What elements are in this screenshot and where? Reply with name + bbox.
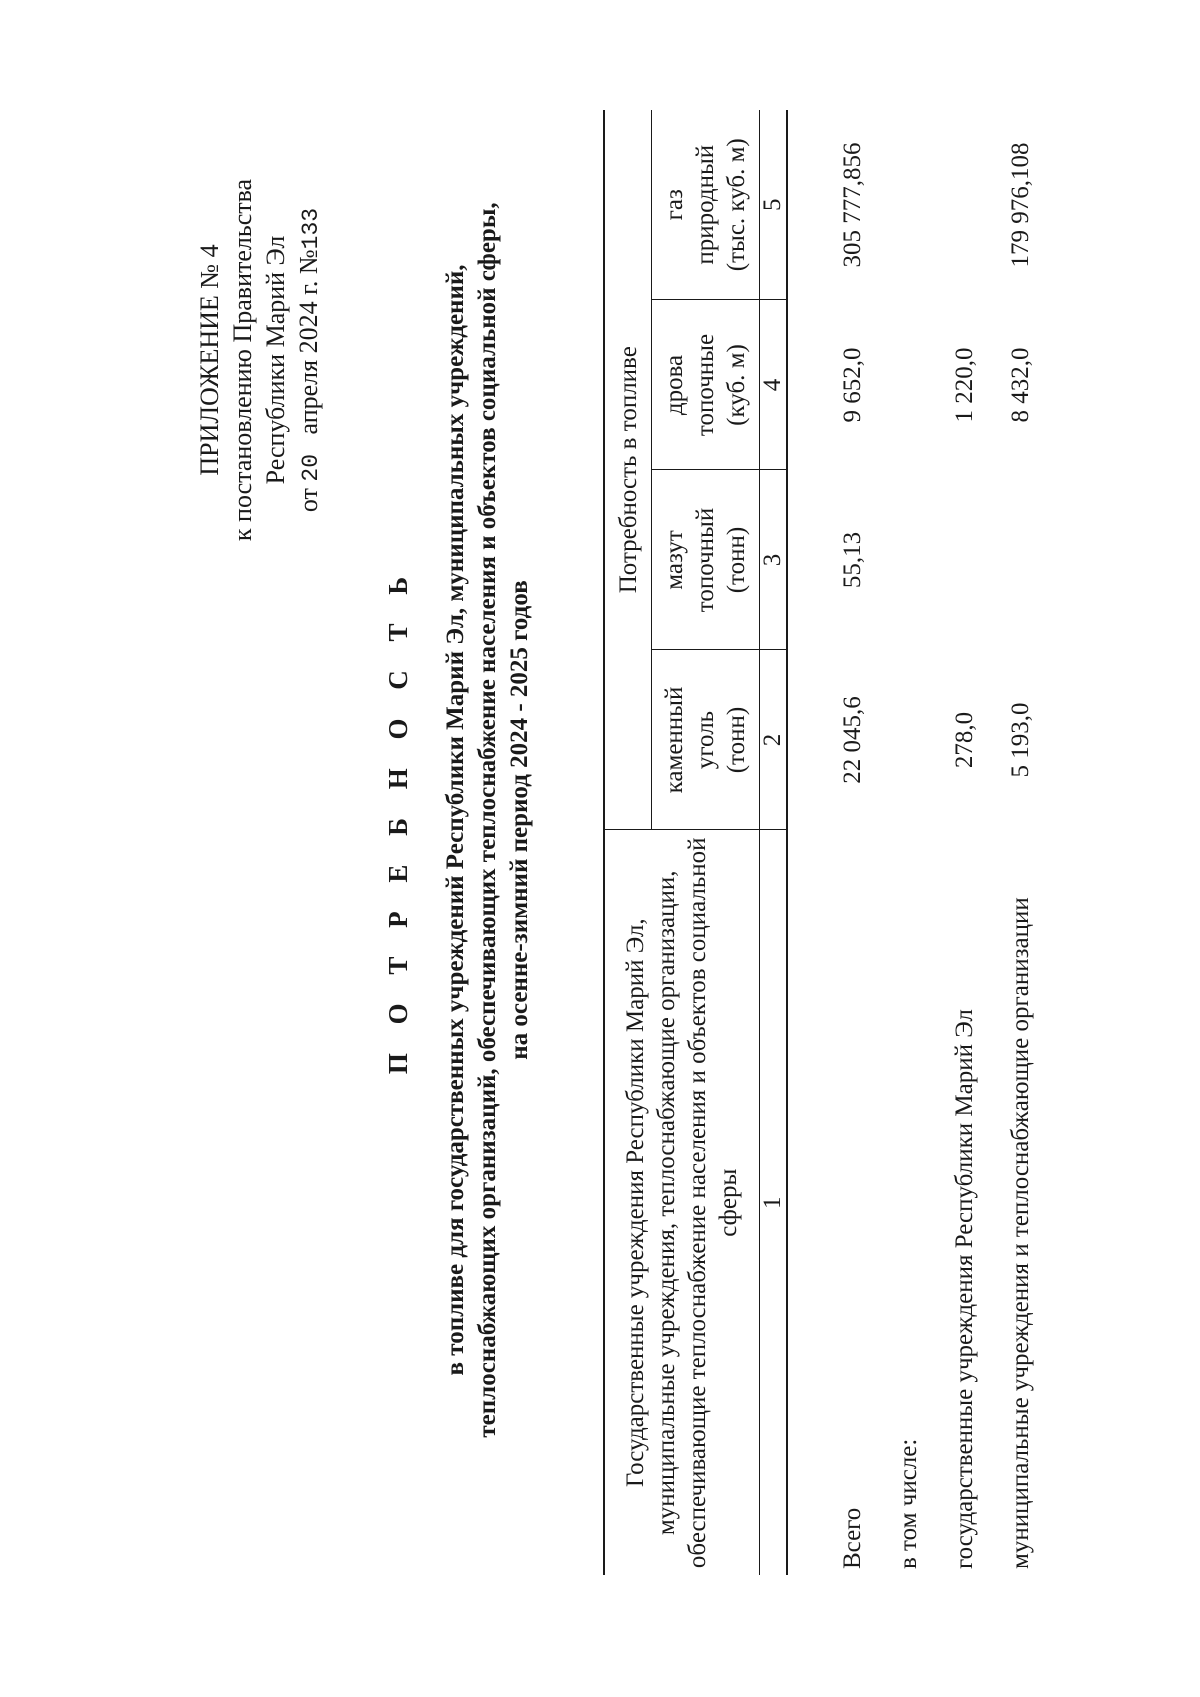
header-gas-unit: (тыс. куб. м): [723, 138, 750, 272]
fuel-oil-value: [924, 470, 980, 650]
appendix-date-line: [292, 120, 328, 600]
title-block: [383, 20, 536, 1620]
column-number-1: 1: [760, 830, 788, 1575]
fuel-demand-table: [603, 110, 1036, 1575]
subtitle-line: теплоснабжающих организаций, обеспечивающих теплоснабжение населения и объектов социальной сферы,: [474, 202, 501, 1438]
firewood-value: 8 432,0: [1007, 347, 1034, 423]
column-number-4: 4: [760, 300, 788, 470]
fuel-oil-value: 55,13: [839, 531, 866, 589]
header-organizations: Государственные учреждения Республики Марий Эл, муниципальные учреждения, теплоснабжающие организации, обеспечивающие теплоснабжение населения и объектов социальной сферы: [604, 830, 760, 1575]
appendix-region-line: Республики Марий Эл: [261, 235, 290, 485]
header-fuel-oil-name2: топочный: [692, 507, 719, 613]
appendix-header: [193, 120, 328, 600]
appendix-decree-line: к постановлению Правительства: [228, 178, 257, 542]
date-day: 20: [298, 453, 324, 482]
header-gas: [652, 110, 760, 300]
header-row: [604, 110, 652, 1575]
subtitle-line: на осенне-зимний период 2024 - 2025 годов: [506, 580, 533, 1060]
header-firewood: [652, 300, 760, 470]
subtitle-line: в топливе для государственных учреждений Республики Марий Эл, муниципальных учреждений,: [442, 264, 469, 1376]
row-label: Всего: [839, 1507, 866, 1569]
fuel-oil-value: [980, 470, 1036, 650]
number-sign: №: [294, 249, 323, 275]
appendix-title: ПРИЛОЖЕНИЕ № 4: [195, 244, 224, 476]
header-gas-name2: природный: [692, 144, 719, 265]
table-row-municipal: [980, 110, 1036, 1575]
coal-value: 5 193,0: [1007, 702, 1034, 778]
header-firewood-name2: топочные: [692, 333, 719, 437]
header-fuel-oil-unit: (тонн): [723, 526, 750, 594]
header-firewood-unit: (куб. м): [723, 344, 750, 426]
date-prefix: от: [294, 488, 323, 513]
header-coal-unit: (тонн): [723, 706, 750, 774]
date-month-year: апреля 2024 г.: [294, 280, 323, 435]
column-number-3: 3: [760, 470, 788, 650]
row-label: в том числе:: [895, 1438, 922, 1569]
gas-value: 179 976,108: [1007, 142, 1034, 268]
decree-number: 133: [298, 207, 324, 250]
firewood-value: 9 652,0: [839, 347, 866, 423]
table-row-including: [868, 110, 924, 1575]
coal-value: 22 045,6: [839, 696, 866, 784]
row-label: муниципальные учреждения и теплоснабжающие организации: [1007, 897, 1034, 1569]
document-subtitle: [440, 195, 536, 1445]
header-fuel-oil: [652, 470, 760, 650]
column-number-row: [760, 110, 788, 1575]
gas-value: [924, 110, 980, 300]
header-gas-name: газ: [661, 189, 688, 221]
header-coal-name2: уголь: [692, 710, 719, 770]
header-fuel-oil-name: мазут: [661, 530, 688, 590]
header-coal-name: каменный: [661, 686, 688, 794]
table-row-total: [787, 110, 868, 1575]
coal-value: 278,0: [951, 711, 978, 769]
gas-value: 305 777,856: [839, 142, 866, 268]
column-number-2: 2: [760, 650, 788, 830]
document-title: П О Т Р Е Б Н О С Т Ь: [383, 565, 413, 1075]
row-label: государственные учреждения Республики Марий Эл: [951, 1009, 978, 1569]
header-fuel-demand: Потребность в топливе: [604, 110, 652, 830]
firewood-value: 1 220,0: [951, 347, 978, 423]
header-firewood-name: дрова: [661, 354, 688, 416]
document-sheet: [105, 20, 1135, 1620]
table-row-state: [924, 110, 980, 1575]
column-number-5: 5: [760, 110, 788, 300]
header-coal: [652, 650, 760, 830]
